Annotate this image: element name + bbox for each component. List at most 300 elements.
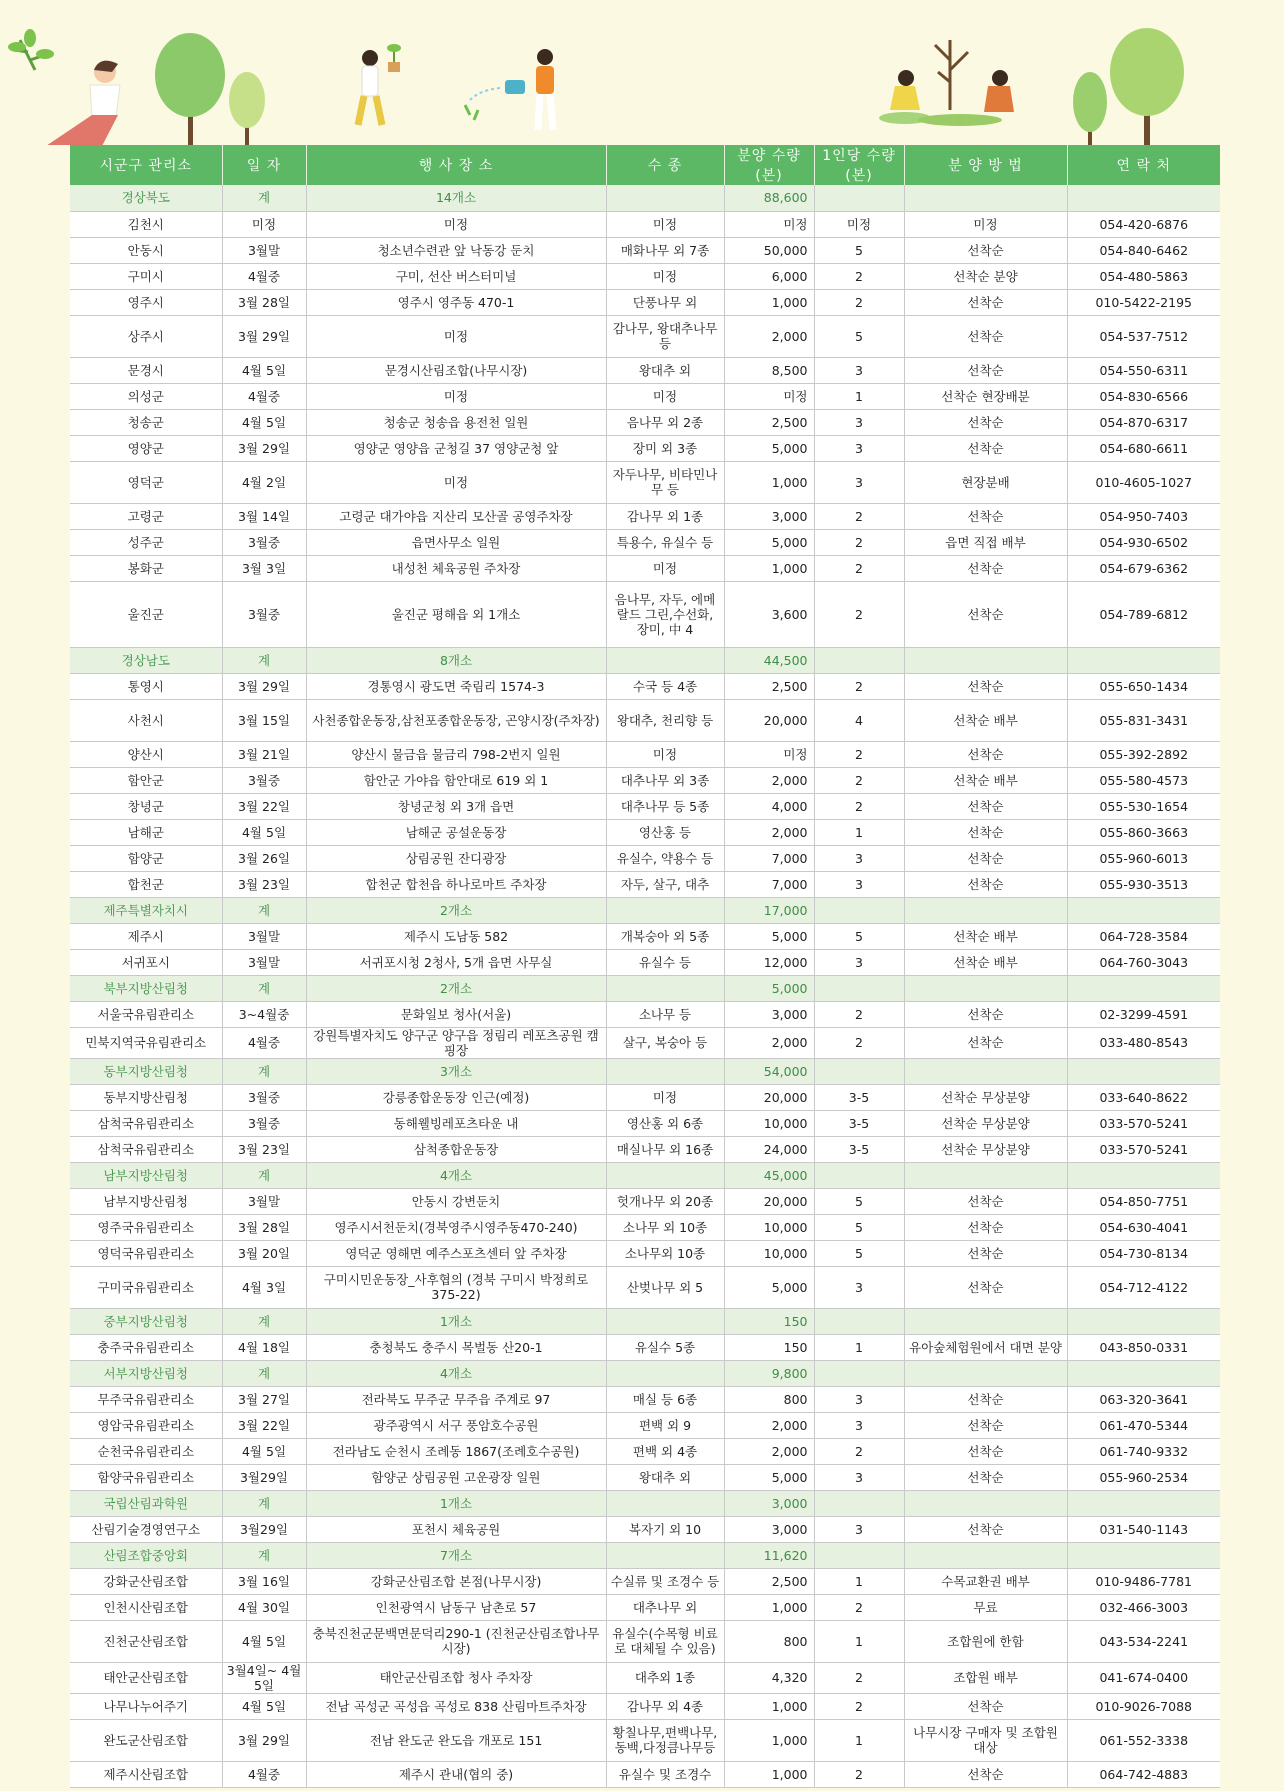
per-person-cell: 5 bbox=[814, 315, 904, 357]
method-cell: 선착순 bbox=[904, 357, 1067, 383]
species-cell: 산벚나무 외 5 bbox=[606, 1266, 724, 1308]
office-cell: 동부지방산림청 bbox=[70, 1084, 222, 1110]
date-cell: 4월 5일 bbox=[222, 1620, 306, 1662]
date-cell: 4월 2일 bbox=[222, 461, 306, 503]
table-row bbox=[70, 1464, 1220, 1490]
office-cell: 산림조합중앙회 bbox=[70, 1542, 222, 1568]
date-cell: 3월 29일 bbox=[222, 315, 306, 357]
contact-cell: 055-530-1654 bbox=[1067, 793, 1220, 819]
species-cell: 유실수, 약용수 등 bbox=[606, 845, 724, 871]
office-cell: 무주국유림관리소 bbox=[70, 1386, 222, 1412]
region-summary-row bbox=[70, 647, 1220, 673]
species-cell: 음나무, 자두, 에메랄드 그린,수선화, 장미, 中 4 bbox=[606, 581, 724, 647]
office-cell: 의성군 bbox=[70, 383, 222, 409]
contact-cell: 033-480-8543 bbox=[1067, 1027, 1220, 1058]
tree-icon bbox=[1073, 72, 1107, 145]
contact-cell bbox=[1067, 1490, 1220, 1516]
venue-cell: 고령군 대가야읍 지산리 모산골 공영주차장 bbox=[306, 503, 606, 529]
date-cell: 3월29일 bbox=[222, 1464, 306, 1490]
venue-cell: 4개소 bbox=[306, 1360, 606, 1386]
species-cell: 소나무외 10종 bbox=[606, 1240, 724, 1266]
per-person-cell: 미정 bbox=[814, 211, 904, 237]
per-person-cell: 2 bbox=[814, 673, 904, 699]
contact-cell bbox=[1067, 897, 1220, 923]
region-summary-row bbox=[70, 1360, 1220, 1386]
quantity-cell: 1,000 bbox=[724, 1719, 814, 1761]
table-row bbox=[70, 503, 1220, 529]
venue-cell: 울진군 평해읍 외 1개소 bbox=[306, 581, 606, 647]
per-person-cell: 2 bbox=[814, 1438, 904, 1464]
per-person-cell: 1 bbox=[814, 1719, 904, 1761]
gardening-couple-illustration bbox=[879, 40, 1014, 126]
table-row bbox=[70, 1568, 1220, 1594]
per-person-cell: 3-5 bbox=[814, 1084, 904, 1110]
method-cell bbox=[904, 1308, 1067, 1334]
method-cell: 선착순 배부 bbox=[904, 949, 1067, 975]
species-cell: 대추외 1종 bbox=[606, 1662, 724, 1693]
office-cell: 인천시산림조합 bbox=[70, 1594, 222, 1620]
per-person-cell: 2 bbox=[814, 741, 904, 767]
quantity-cell: 2,000 bbox=[724, 1412, 814, 1438]
office-cell: 영덕국유림관리소 bbox=[70, 1240, 222, 1266]
species-cell: 유실수 5종 bbox=[606, 1334, 724, 1360]
quantity-cell: 7,000 bbox=[724, 845, 814, 871]
species-cell: 매실 등 6종 bbox=[606, 1386, 724, 1412]
office-cell: 강화군산림조합 bbox=[70, 1568, 222, 1594]
quantity-cell: 1,000 bbox=[724, 1761, 814, 1787]
date-cell: 3월 22일 bbox=[222, 793, 306, 819]
venue-cell: 합천군 합천읍 하나로마트 주차장 bbox=[306, 871, 606, 897]
table-row bbox=[70, 923, 1220, 949]
species-cell: 음나무 외 2종 bbox=[606, 409, 724, 435]
date-cell: 4월 5일 bbox=[222, 1438, 306, 1464]
contact-cell: 010-4605-1027 bbox=[1067, 461, 1220, 503]
per-person-cell: 2 bbox=[814, 503, 904, 529]
date-cell: 3월중 bbox=[222, 767, 306, 793]
method-cell: 선착순 bbox=[904, 1027, 1067, 1058]
per-person-cell: 2 bbox=[814, 555, 904, 581]
quantity-cell: 5,000 bbox=[724, 435, 814, 461]
office-cell: 국립산림과학원 bbox=[70, 1490, 222, 1516]
date-cell: 계 bbox=[222, 647, 306, 673]
column-header: 1인당 수량(본) bbox=[814, 145, 904, 185]
date-cell: 3월 23일 bbox=[222, 1136, 306, 1162]
per-person-cell bbox=[814, 1490, 904, 1516]
venue-cell: 경통영시 광도면 죽림리 1574-3 bbox=[306, 673, 606, 699]
table-row bbox=[70, 1761, 1220, 1787]
quantity-cell: 50,000 bbox=[724, 237, 814, 263]
table-row bbox=[70, 581, 1220, 647]
method-cell bbox=[904, 1162, 1067, 1188]
quantity-cell: 미정 bbox=[724, 383, 814, 409]
species-cell: 소나무 등 bbox=[606, 1001, 724, 1027]
office-cell: 함양군 bbox=[70, 845, 222, 871]
venue-cell: 미정 bbox=[306, 383, 606, 409]
office-cell: 사천시 bbox=[70, 699, 222, 741]
method-cell bbox=[904, 897, 1067, 923]
office-cell: 경상남도 bbox=[70, 647, 222, 673]
species-cell: 영산홍 등 bbox=[606, 819, 724, 845]
quantity-cell: 8,500 bbox=[724, 357, 814, 383]
quantity-cell: 미정 bbox=[724, 211, 814, 237]
species-cell: 편백 외 4종 bbox=[606, 1438, 724, 1464]
venue-cell: 광주광역시 서구 풍암호수공원 bbox=[306, 1412, 606, 1438]
contact-cell: 054-550-6311 bbox=[1067, 357, 1220, 383]
contact-cell: 031-540-1143 bbox=[1067, 1516, 1220, 1542]
method-cell: 나무시장 구매자 및 조합원 대상 bbox=[904, 1719, 1067, 1761]
contact-cell: 055-580-4573 bbox=[1067, 767, 1220, 793]
office-cell: 남부지방산림청 bbox=[70, 1162, 222, 1188]
method-cell bbox=[904, 975, 1067, 1001]
office-cell: 영암국유림관리소 bbox=[70, 1412, 222, 1438]
per-person-cell: 1 bbox=[814, 383, 904, 409]
column-header: 분 양 방 법 bbox=[904, 145, 1067, 185]
per-person-cell: 3-5 bbox=[814, 1110, 904, 1136]
method-cell: 선착순 bbox=[904, 1266, 1067, 1308]
office-cell: 문경시 bbox=[70, 357, 222, 383]
species-cell bbox=[606, 1490, 724, 1516]
contact-cell: 054-537-7512 bbox=[1067, 315, 1220, 357]
species-cell: 유실수 등 bbox=[606, 949, 724, 975]
quantity-cell: 24,000 bbox=[724, 1136, 814, 1162]
region-summary-row bbox=[70, 1058, 1220, 1084]
contact-cell: 010-9486-7781 bbox=[1067, 1568, 1220, 1594]
table-row bbox=[70, 1214, 1220, 1240]
contact-cell: 055-392-2892 bbox=[1067, 741, 1220, 767]
per-person-cell bbox=[814, 1058, 904, 1084]
date-cell: 3월 14일 bbox=[222, 503, 306, 529]
venue-cell: 삼척종합운동장 bbox=[306, 1136, 606, 1162]
venue-cell: 2개소 bbox=[306, 897, 606, 923]
per-person-cell: 4 bbox=[814, 699, 904, 741]
per-person-cell: 2 bbox=[814, 1693, 904, 1719]
table-row bbox=[70, 741, 1220, 767]
contact-cell: 043-534-2241 bbox=[1067, 1620, 1220, 1662]
contact-cell: 054-930-6502 bbox=[1067, 529, 1220, 555]
table-header-row bbox=[70, 145, 1220, 185]
quantity-cell: 3,600 bbox=[724, 581, 814, 647]
column-header: 분양 수량(본) bbox=[724, 145, 814, 185]
venue-cell: 영주시 영주동 470-1 bbox=[306, 289, 606, 315]
species-cell: 대추나무 외 3종 bbox=[606, 767, 724, 793]
venue-cell: 충북진천군문백면문덕리290-1 (진천군산림조합나무시장) bbox=[306, 1620, 606, 1662]
date-cell: 계 bbox=[222, 897, 306, 923]
species-cell bbox=[606, 647, 724, 673]
sitting-woman-illustration bbox=[8, 29, 120, 145]
contact-cell: 061-740-9332 bbox=[1067, 1438, 1220, 1464]
tree-icon bbox=[229, 72, 265, 145]
office-cell: 구미국유림관리소 bbox=[70, 1266, 222, 1308]
contact-cell bbox=[1067, 1058, 1220, 1084]
species-cell bbox=[606, 1058, 724, 1084]
quantity-cell: 3,000 bbox=[724, 1490, 814, 1516]
species-cell bbox=[606, 1542, 724, 1568]
contact-cell: 010-5422-2195 bbox=[1067, 289, 1220, 315]
contact-cell: 033-570-5241 bbox=[1067, 1110, 1220, 1136]
species-cell: 매화나무 외 7종 bbox=[606, 237, 724, 263]
method-cell bbox=[904, 1360, 1067, 1386]
tree-icon bbox=[1110, 28, 1184, 145]
contact-cell: 054-712-4122 bbox=[1067, 1266, 1220, 1308]
per-person-cell: 3 bbox=[814, 1516, 904, 1542]
office-cell: 북부지방산림청 bbox=[70, 975, 222, 1001]
office-cell: 울진군 bbox=[70, 581, 222, 647]
species-cell bbox=[606, 185, 724, 211]
date-cell: 4월 30일 bbox=[222, 1594, 306, 1620]
table-row bbox=[70, 263, 1220, 289]
quantity-cell: 2,500 bbox=[724, 1568, 814, 1594]
contact-cell bbox=[1067, 975, 1220, 1001]
species-cell bbox=[606, 1162, 724, 1188]
method-cell: 선착순 bbox=[904, 409, 1067, 435]
per-person-cell: 1 bbox=[814, 1620, 904, 1662]
office-cell: 동부지방산림청 bbox=[70, 1058, 222, 1084]
quantity-cell: 5,000 bbox=[724, 1266, 814, 1308]
tree-planting-illustration bbox=[0, 0, 1284, 145]
date-cell: 4월 5일 bbox=[222, 819, 306, 845]
office-cell: 서부지방산림청 bbox=[70, 1360, 222, 1386]
method-cell: 읍면 직접 배부 bbox=[904, 529, 1067, 555]
venue-cell: 안동시 강변둔치 bbox=[306, 1188, 606, 1214]
table-row bbox=[70, 1110, 1220, 1136]
date-cell: 3월 20일 bbox=[222, 1240, 306, 1266]
quantity-cell: 5,000 bbox=[724, 529, 814, 555]
quantity-cell: 9,800 bbox=[724, 1360, 814, 1386]
date-cell: 3월 3일 bbox=[222, 555, 306, 581]
office-cell: 합천군 bbox=[70, 871, 222, 897]
column-header: 행 사 장 소 bbox=[306, 145, 606, 185]
method-cell: 선착순 bbox=[904, 1386, 1067, 1412]
date-cell: 계 bbox=[222, 1490, 306, 1516]
per-person-cell: 5 bbox=[814, 1214, 904, 1240]
method-cell: 선착순 배부 bbox=[904, 767, 1067, 793]
office-cell: 영양군 bbox=[70, 435, 222, 461]
venue-cell: 제주시 도남동 582 bbox=[306, 923, 606, 949]
method-cell: 선착순 무상분양 bbox=[904, 1110, 1067, 1136]
per-person-cell: 5 bbox=[814, 923, 904, 949]
venue-cell: 읍면사무소 일원 bbox=[306, 529, 606, 555]
table-row bbox=[70, 1438, 1220, 1464]
date-cell: 3월 29일 bbox=[222, 673, 306, 699]
date-cell: 미정 bbox=[222, 211, 306, 237]
venue-cell: 2개소 bbox=[306, 975, 606, 1001]
venue-cell: 전라남도 순천시 조례동 1867(조례호수공원) bbox=[306, 1438, 606, 1464]
per-person-cell bbox=[814, 975, 904, 1001]
venue-cell: 강릉종합운동장 인근(예정) bbox=[306, 1084, 606, 1110]
species-cell: 복자기 외 10 bbox=[606, 1516, 724, 1542]
method-cell: 무료 bbox=[904, 1594, 1067, 1620]
species-cell: 미정 bbox=[606, 555, 724, 581]
office-cell: 나무나누어주기 bbox=[70, 1693, 222, 1719]
per-person-cell: 2 bbox=[814, 581, 904, 647]
date-cell: 3월중 bbox=[222, 581, 306, 647]
contact-cell: 041-674-0400 bbox=[1067, 1662, 1220, 1693]
quantity-cell: 17,000 bbox=[724, 897, 814, 923]
contact-cell: 033-640-8622 bbox=[1067, 1084, 1220, 1110]
contact-cell: 063-320-3641 bbox=[1067, 1386, 1220, 1412]
per-person-cell: 3 bbox=[814, 409, 904, 435]
venue-cell: 서귀포시청 2청사, 5개 읍면 사무실 bbox=[306, 949, 606, 975]
table-row bbox=[70, 1594, 1220, 1620]
contact-cell bbox=[1067, 1360, 1220, 1386]
quantity-cell: 미정 bbox=[724, 741, 814, 767]
contact-cell: 033-570-5241 bbox=[1067, 1136, 1220, 1162]
date-cell: 3월 21일 bbox=[222, 741, 306, 767]
species-cell: 헛개나무 외 20종 bbox=[606, 1188, 724, 1214]
table-row bbox=[70, 819, 1220, 845]
method-cell: 선착순 무상분양 bbox=[904, 1084, 1067, 1110]
per-person-cell bbox=[814, 1162, 904, 1188]
quantity-cell: 5,000 bbox=[724, 1464, 814, 1490]
office-cell: 산림기술경영연구소 bbox=[70, 1516, 222, 1542]
table-row bbox=[70, 1001, 1220, 1027]
species-cell: 미정 bbox=[606, 741, 724, 767]
per-person-cell: 2 bbox=[814, 1594, 904, 1620]
office-cell: 영주시 bbox=[70, 289, 222, 315]
contact-cell: 054-850-7751 bbox=[1067, 1188, 1220, 1214]
method-cell: 선착순 bbox=[904, 315, 1067, 357]
date-cell: 3월 26일 bbox=[222, 845, 306, 871]
venue-cell: 7개소 bbox=[306, 1542, 606, 1568]
office-cell: 함양국유림관리소 bbox=[70, 1464, 222, 1490]
date-cell: 계 bbox=[222, 975, 306, 1001]
method-cell bbox=[904, 1490, 1067, 1516]
species-cell: 영산홍 외 6종 bbox=[606, 1110, 724, 1136]
species-cell: 미정 bbox=[606, 263, 724, 289]
venue-cell: 1개소 bbox=[306, 1490, 606, 1516]
office-cell: 삼척국유림관리소 bbox=[70, 1110, 222, 1136]
date-cell: 4월중 bbox=[222, 383, 306, 409]
per-person-cell bbox=[814, 897, 904, 923]
venue-cell: 양산시 물금읍 물금리 798-2번지 일원 bbox=[306, 741, 606, 767]
method-cell: 수목교환권 배부 bbox=[904, 1568, 1067, 1594]
date-cell: 3월 29일 bbox=[222, 435, 306, 461]
quantity-cell: 1,000 bbox=[724, 1693, 814, 1719]
date-cell: 3월 23일 bbox=[222, 871, 306, 897]
quantity-cell: 4,320 bbox=[724, 1662, 814, 1693]
per-person-cell: 3 bbox=[814, 1386, 904, 1412]
species-cell: 단풍나무 외 bbox=[606, 289, 724, 315]
method-cell: 선착순 bbox=[904, 1464, 1067, 1490]
species-cell: 미정 bbox=[606, 1084, 724, 1110]
table-row bbox=[70, 461, 1220, 503]
venue-cell: 함양군 상림공원 고운광장 일원 bbox=[306, 1464, 606, 1490]
method-cell bbox=[904, 1058, 1067, 1084]
office-cell: 완도군산림조합 bbox=[70, 1719, 222, 1761]
species-cell: 장미 외 3종 bbox=[606, 435, 724, 461]
venue-cell: 영덕군 영해면 예주스포츠센터 앞 주차장 bbox=[306, 1240, 606, 1266]
column-header: 일 자 bbox=[222, 145, 306, 185]
contact-cell: 054-950-7403 bbox=[1067, 503, 1220, 529]
office-cell: 창녕군 bbox=[70, 793, 222, 819]
venue-cell: 충청북도 충주시 목벌동 산20-1 bbox=[306, 1334, 606, 1360]
per-person-cell: 3 bbox=[814, 949, 904, 975]
office-cell: 진천군산림조합 bbox=[70, 1620, 222, 1662]
contact-cell: 064-728-3584 bbox=[1067, 923, 1220, 949]
venue-cell: 14개소 bbox=[306, 185, 606, 211]
contact-cell: 061-552-3338 bbox=[1067, 1719, 1220, 1761]
quantity-cell: 3,000 bbox=[724, 1516, 814, 1542]
table-row bbox=[70, 409, 1220, 435]
man-watering-illustration bbox=[465, 49, 554, 130]
quantity-cell: 54,000 bbox=[724, 1058, 814, 1084]
quantity-cell: 45,000 bbox=[724, 1162, 814, 1188]
region-summary-row bbox=[70, 975, 1220, 1001]
region-summary-row bbox=[70, 1162, 1220, 1188]
office-cell: 서귀포시 bbox=[70, 949, 222, 975]
species-cell: 수국 등 4종 bbox=[606, 673, 724, 699]
per-person-cell: 3 bbox=[814, 1266, 904, 1308]
date-cell: 3월말 bbox=[222, 923, 306, 949]
date-cell: 4월 5일 bbox=[222, 357, 306, 383]
date-cell: 3월 16일 bbox=[222, 1568, 306, 1594]
species-cell bbox=[606, 897, 724, 923]
method-cell: 선착순 무상분양 bbox=[904, 1136, 1067, 1162]
table-row bbox=[70, 357, 1220, 383]
date-cell: 계 bbox=[222, 1308, 306, 1334]
table-row bbox=[70, 845, 1220, 871]
table-row bbox=[70, 435, 1220, 461]
venue-cell: 강원특별자치도 양구군 양구읍 정림리 레포츠공원 캠핑장 bbox=[306, 1027, 606, 1058]
column-header: 수 종 bbox=[606, 145, 724, 185]
quantity-cell: 150 bbox=[724, 1308, 814, 1334]
table-row bbox=[70, 949, 1220, 975]
venue-cell: 전남 완도군 완도읍 개포로 151 bbox=[306, 1719, 606, 1761]
table-row bbox=[70, 555, 1220, 581]
table-row bbox=[70, 1027, 1220, 1058]
table-row bbox=[70, 1719, 1220, 1761]
species-cell: 자두나무, 비타민나무 등 bbox=[606, 461, 724, 503]
quantity-cell: 11,620 bbox=[724, 1542, 814, 1568]
contact-cell: 054-480-5863 bbox=[1067, 263, 1220, 289]
office-cell: 남부지방산림청 bbox=[70, 1188, 222, 1214]
table-row bbox=[70, 1662, 1220, 1693]
contact-cell: 055-860-3663 bbox=[1067, 819, 1220, 845]
method-cell: 선착순 bbox=[904, 1188, 1067, 1214]
table-row bbox=[70, 1084, 1220, 1110]
venue-cell: 3개소 bbox=[306, 1058, 606, 1084]
species-cell: 미정 bbox=[606, 211, 724, 237]
contact-cell: 055-650-1434 bbox=[1067, 673, 1220, 699]
tree-icon bbox=[155, 33, 225, 145]
date-cell: 4월 5일 bbox=[222, 1693, 306, 1719]
venue-cell: 전남 곡성군 곡성읍 곡성로 838 산림마트주차장 bbox=[306, 1693, 606, 1719]
contact-cell: 02-3299-4591 bbox=[1067, 1001, 1220, 1027]
quantity-cell: 4,000 bbox=[724, 793, 814, 819]
quantity-cell: 5,000 bbox=[724, 975, 814, 1001]
date-cell: 3월말 bbox=[222, 237, 306, 263]
office-cell: 통영시 bbox=[70, 673, 222, 699]
per-person-cell: 2 bbox=[814, 793, 904, 819]
contact-cell bbox=[1067, 1308, 1220, 1334]
contact-cell: 055-960-2534 bbox=[1067, 1464, 1220, 1490]
quantity-cell: 1,000 bbox=[724, 555, 814, 581]
venue-cell: 사천종합운동장,삼천포종합운동장, 곤양시장(주차장) bbox=[306, 699, 606, 741]
quantity-cell: 1,000 bbox=[724, 461, 814, 503]
method-cell: 선착순 bbox=[904, 1412, 1067, 1438]
per-person-cell: 1 bbox=[814, 819, 904, 845]
date-cell: 3월4일~ 4월5일 bbox=[222, 1662, 306, 1693]
method-cell: 선착순 bbox=[904, 1001, 1067, 1027]
contact-cell: 055-930-3513 bbox=[1067, 871, 1220, 897]
per-person-cell bbox=[814, 1360, 904, 1386]
office-cell: 제주시산림조합 bbox=[70, 1761, 222, 1787]
species-cell: 수실류 및 조경수 등 bbox=[606, 1568, 724, 1594]
method-cell: 선착순 bbox=[904, 1693, 1067, 1719]
region-summary-row bbox=[70, 1490, 1220, 1516]
office-cell: 성주군 bbox=[70, 529, 222, 555]
date-cell: 4월중 bbox=[222, 1027, 306, 1058]
